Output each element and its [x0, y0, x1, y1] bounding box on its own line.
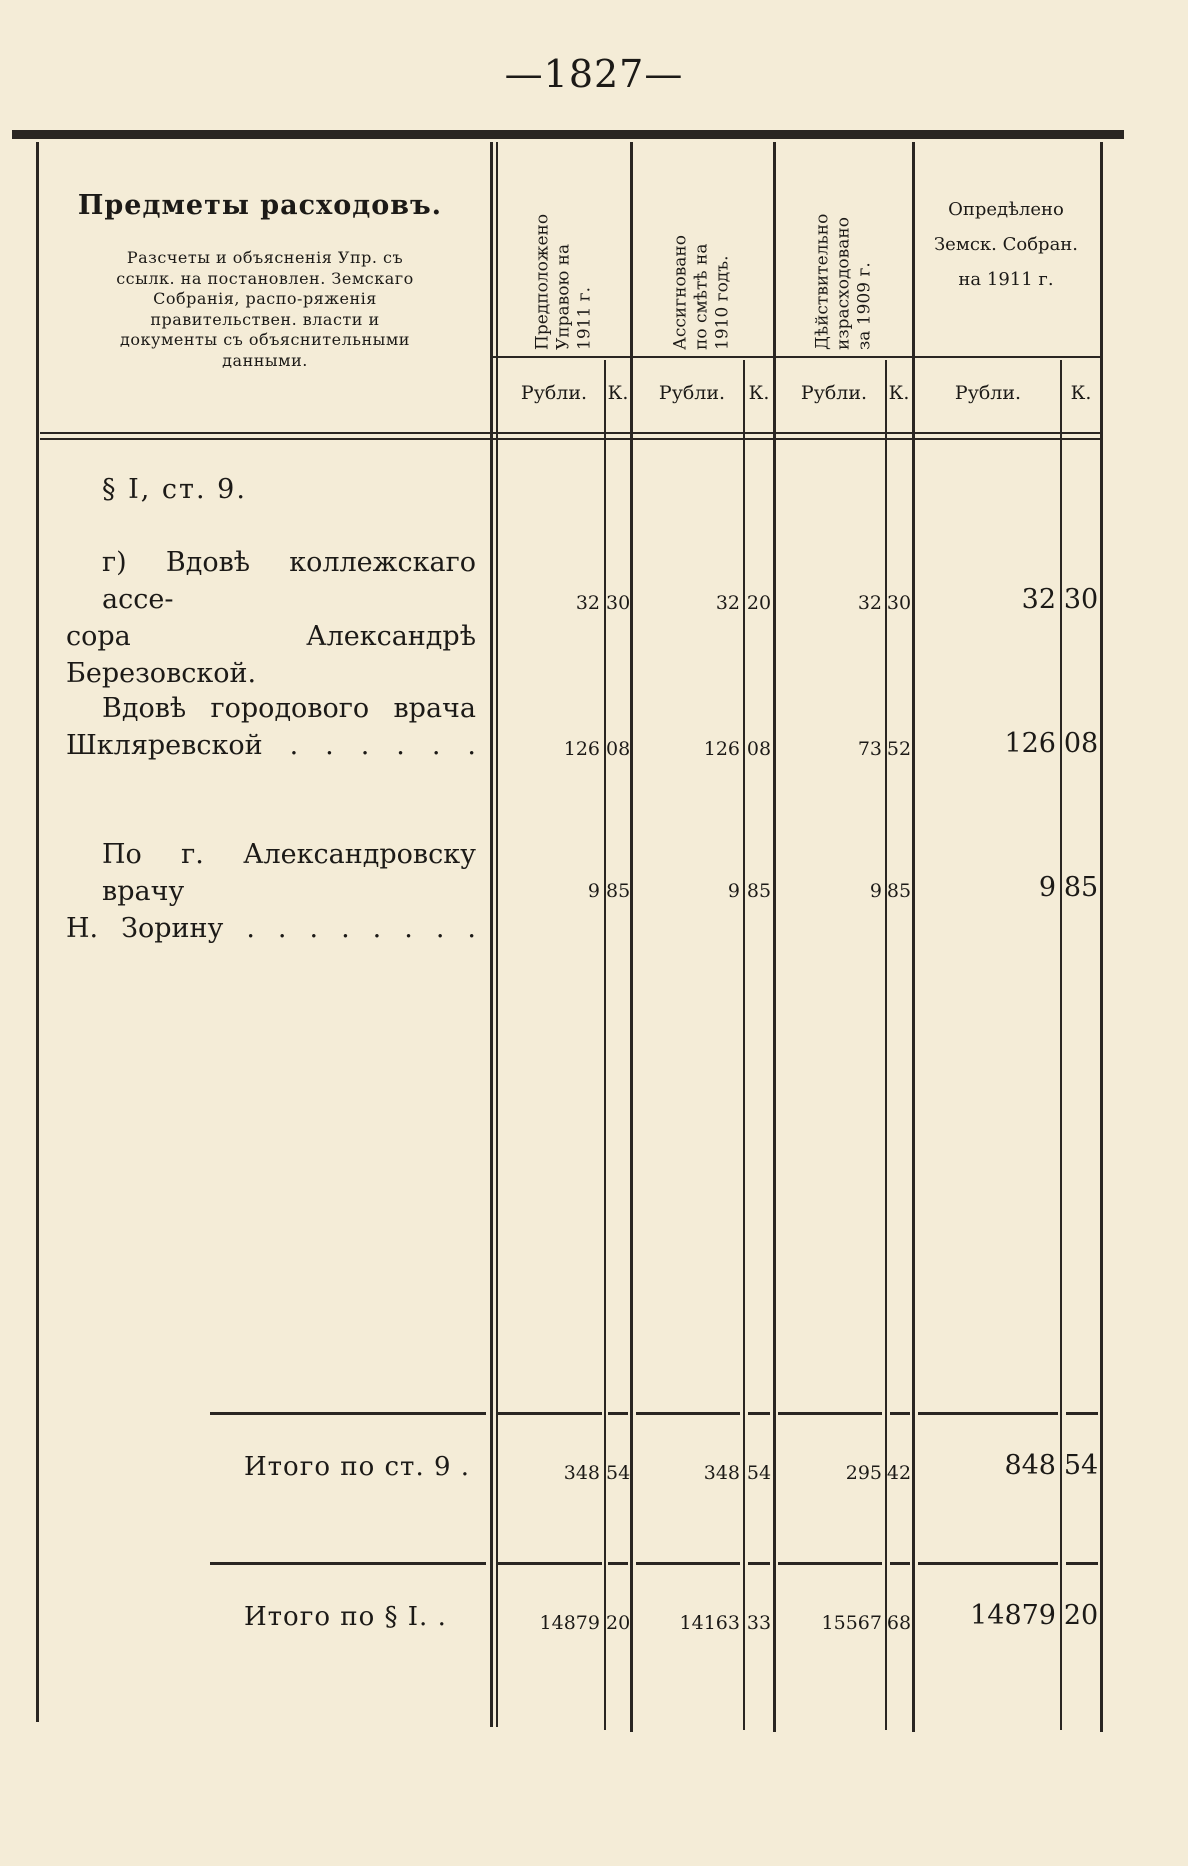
column-header-determined: Опредѣлено Земск. Собран. на 1911 г. — [933, 199, 1079, 290]
unit-rubles: Рубли. — [658, 382, 726, 404]
column-divider — [773, 142, 776, 1732]
amount-rubles: 126 — [1004, 728, 1056, 759]
total-rule — [498, 1412, 602, 1415]
total-rule — [918, 1412, 1058, 1415]
total-rule — [890, 1562, 910, 1565]
unit-rubles: Рубли. — [954, 382, 1022, 404]
unit-kopecks: К. — [1070, 382, 1092, 404]
total-rubles: 14879 — [539, 1612, 600, 1634]
unit-kopecks: К. — [748, 382, 770, 404]
amount-kopecks: 08 — [746, 738, 772, 760]
amount-rubles: 32 — [575, 592, 600, 614]
amount-rubles: 9 — [869, 880, 882, 902]
total-rubles: 14879 — [970, 1600, 1056, 1631]
header-title: Предметы расходовъ. — [77, 190, 443, 221]
table-border-right — [1100, 142, 1103, 1732]
total-rule — [210, 1562, 486, 1565]
amount-rubles: 9 — [587, 880, 600, 902]
column-header-spent: Дѣйствительно израсходовано за 1909 г. — [812, 213, 875, 350]
total-kopecks: 54 — [606, 1462, 631, 1484]
total-rule — [608, 1562, 628, 1565]
total-rule — [778, 1412, 882, 1415]
total-rubles: 295 — [845, 1462, 882, 1484]
amount-kopecks: 52 — [886, 738, 912, 760]
amount-kopecks: 85 — [746, 880, 772, 902]
top-rule — [12, 130, 1124, 139]
total-label: Итого по ст. 9 . — [244, 1452, 471, 1482]
total-rule — [498, 1562, 602, 1565]
total-rubles: 348 — [563, 1462, 600, 1484]
column-divider — [496, 142, 498, 1727]
table-border-left — [36, 142, 39, 1722]
total-rule — [608, 1412, 628, 1415]
amount-kopecks: 30 — [606, 592, 631, 614]
amount-kopecks: 30 — [886, 592, 912, 614]
total-rubles: 15567 — [821, 1612, 882, 1634]
amount-rubles: 32 — [715, 592, 740, 614]
header-bottom-rule — [40, 432, 1100, 434]
total-rubles: 14163 — [679, 1612, 740, 1634]
total-rule — [1066, 1562, 1098, 1565]
unit-kopecks: К. — [607, 382, 629, 404]
amount-rubles: 126 — [703, 738, 740, 760]
total-rule — [636, 1562, 740, 1565]
grand-total-label: Итого по § I. . — [244, 1602, 447, 1632]
column-divider — [743, 360, 745, 1730]
total-rule — [918, 1562, 1058, 1565]
column-header-proposed: Предположено Управою на 1911 г. — [532, 213, 595, 350]
amount-kopecks: 08 — [1063, 728, 1099, 759]
total-rule — [890, 1412, 910, 1415]
unit-rubles: Рубли. — [800, 382, 868, 404]
total-rule — [778, 1562, 882, 1565]
column-header-assigned: Ассигновано по смѣтѣ на 1910 годъ. — [670, 235, 733, 350]
section-heading: § I, ст. 9. — [102, 474, 247, 505]
total-kopecks: 54 — [1063, 1450, 1099, 1481]
total-rule — [210, 1412, 486, 1415]
total-kopecks: 20 — [1063, 1600, 1099, 1631]
amount-rubles: 32 — [1021, 584, 1056, 615]
total-kopecks: 54 — [746, 1462, 772, 1484]
column-divider — [912, 142, 915, 1732]
column-divider — [604, 360, 606, 1730]
total-rule — [748, 1412, 770, 1415]
entry-text: По г. Александровску врачу Н. Зорину . . . . . . . . — [66, 839, 476, 944]
header-subtitle: Разсчеты и объясненія Упр. съ ссылк. на постановлен. Земскаго Собранія, распо-ряженія правительствен. власти и документы съ объяснительными данными. — [116, 248, 414, 370]
column-divider — [1060, 360, 1062, 1730]
entry-text: г) Вдовѣ коллежскаго ассе- сора Александрѣ Березовской. — [66, 547, 476, 689]
total-rule — [748, 1562, 770, 1565]
total-rubles: 848 — [1004, 1450, 1056, 1481]
column-divider — [490, 142, 493, 1727]
amount-rubles: 32 — [857, 592, 882, 614]
total-rubles: 348 — [703, 1462, 740, 1484]
amount-rubles: 9 — [1038, 872, 1056, 903]
header-bottom-rule — [40, 438, 1100, 440]
unit-rubles: Рубли. — [520, 382, 588, 404]
total-kopecks: 20 — [606, 1612, 631, 1634]
entry-text: Вдовѣ городового врача Шкляревской . . . . . . — [66, 693, 476, 761]
amount-kopecks: 85 — [886, 880, 912, 902]
amount-rubles: 73 — [857, 738, 882, 760]
page-number: —1827— — [504, 52, 684, 96]
total-kopecks: 33 — [746, 1612, 772, 1634]
unit-kopecks: К. — [888, 382, 910, 404]
amount-kopecks: 20 — [746, 592, 772, 614]
total-rule — [1066, 1412, 1098, 1415]
column-divider — [630, 142, 633, 1732]
total-kopecks: 42 — [886, 1462, 912, 1484]
amount-kopecks: 85 — [1063, 872, 1099, 903]
amount-kopecks: 30 — [1063, 584, 1099, 615]
column-divider — [885, 360, 887, 1730]
total-kopecks: 68 — [886, 1612, 912, 1634]
header-subrule — [492, 356, 1102, 358]
amount-rubles: 9 — [727, 880, 740, 902]
amount-rubles: 126 — [563, 738, 600, 760]
total-rule — [636, 1412, 740, 1415]
amount-kopecks: 85 — [606, 880, 631, 902]
amount-kopecks: 08 — [606, 738, 631, 760]
